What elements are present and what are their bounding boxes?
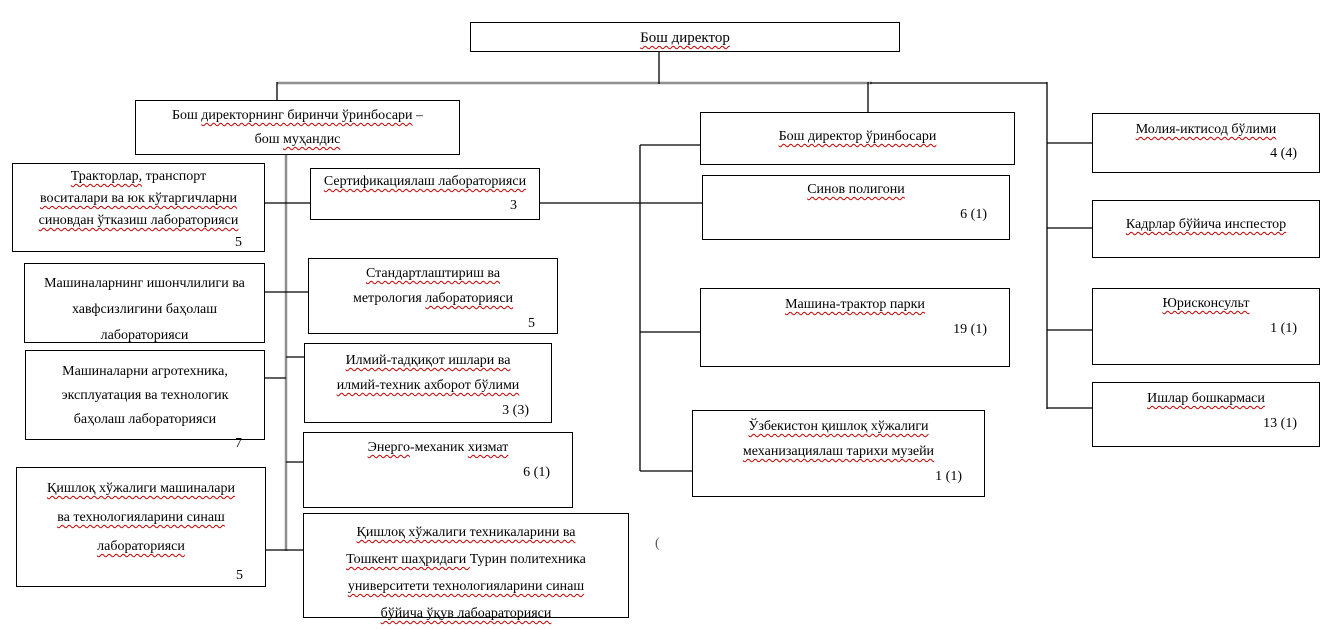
- org-node-label: Стандартлаштириш ва метрология лабораторияси: [352, 266, 514, 306]
- org-node-hr-inspector: [1092, 200, 1320, 258]
- org-node-research-information-dept: [304, 343, 552, 423]
- org-node-label: Машиналарнинг ишончлилиги ва хавфсизлигини баҳолаш лабораторияси: [44, 276, 245, 343]
- org-node-count: 13 (1): [1263, 416, 1297, 431]
- org-node-label: Юрисконсульт: [1162, 296, 1250, 311]
- org-node-mechanization-history-museum: [692, 410, 985, 497]
- org-node-turin-polytechnic-training-lab: [303, 513, 629, 621]
- org-node-label: Қишлоқ хўжалиги техникаларини ва Тошкент шаҳридаги Турин политехника университети технологияларини синаш бўйича ўқув лабоараторияси: [346, 525, 586, 621]
- org-node-count: 19 (1): [953, 322, 987, 337]
- org-node-count: 6 (1): [960, 207, 987, 222]
- org-node-count: 4 (4): [1270, 146, 1297, 161]
- org-node-reliability-safety-lab: [24, 263, 265, 343]
- org-node-standardization-metrology-lab: [308, 258, 558, 334]
- org-node-label: Илмий-тадқиқот ишлари ва илмий-техник ахборот бўлими: [336, 353, 520, 393]
- org-node-label: Бош директор: [640, 30, 730, 46]
- org-node-count: 3: [510, 198, 517, 213]
- org-node-deputy-director: [700, 112, 1015, 165]
- org-node-label: Тракторлар, транспорт воситалари ва юк кўтаргичларни синовдан ўтказиш лабораторияси: [38, 169, 239, 228]
- org-node-certification-lab: [310, 168, 540, 220]
- org-node-machine-tractor-park: [700, 288, 1010, 367]
- org-node-count: 7: [235, 436, 242, 451]
- org-node-tractor-testing-lab: [12, 163, 265, 252]
- org-node-label: Молия-иктисод бўлими: [1135, 122, 1277, 137]
- org-node-count: 3 (3): [502, 403, 529, 418]
- org-node-label: Ишлар бошкармаси: [1147, 391, 1265, 406]
- org-node-energy-mechanical-service: [303, 432, 573, 508]
- org-node-label: Сертификациялаш лабораторияси: [323, 174, 527, 189]
- org-node-agri-machines-testing-lab: [16, 467, 266, 587]
- org-node-agrotech-evaluation-lab: [25, 350, 265, 451]
- org-node-affairs-administration: [1092, 382, 1320, 447]
- org-node-count: 1 (1): [935, 469, 962, 484]
- org-node-label: Машина-трактор парки: [785, 297, 925, 312]
- stray-mark: (: [655, 536, 660, 551]
- org-node-label: Бош директорнинг биринчи ўринбосари – бош муҳандис: [171, 108, 424, 147]
- org-node-test-polygon: [702, 175, 1010, 240]
- org-node-count: 5: [235, 235, 242, 250]
- org-node-label: Қишлоқ хўжалиги машиналари ва технологияларини синаш лабораторияси: [47, 481, 235, 554]
- org-node-label: Кадрлар бўйича инспестор: [1125, 217, 1287, 232]
- org-node-count: 6 (1): [523, 465, 550, 480]
- org-node-label: Ўзбекистон қишлоқ хўжалиги механизациялаш тарихи музейи: [742, 419, 935, 459]
- org-node-first-deputy-chief-engineer: [135, 100, 460, 155]
- org-node-legal-counsel: [1092, 288, 1320, 365]
- org-node-general-director: [470, 22, 900, 52]
- org-node-label: Синов полигони: [807, 182, 905, 197]
- org-node-count: 1 (1): [1270, 321, 1297, 336]
- org-node-label: Машиналарни агротехника, эксплуатация ва технологик баҳолаш лабораторияси: [61, 364, 229, 427]
- org-node-finance-economics-dept: [1092, 113, 1320, 173]
- org-node-label: Бош директор ўринбосари: [778, 129, 937, 144]
- org-node-label: Энерго-механик хизмат: [367, 440, 509, 455]
- org-node-count: 5: [236, 568, 243, 583]
- org-node-count: 5: [528, 316, 535, 331]
